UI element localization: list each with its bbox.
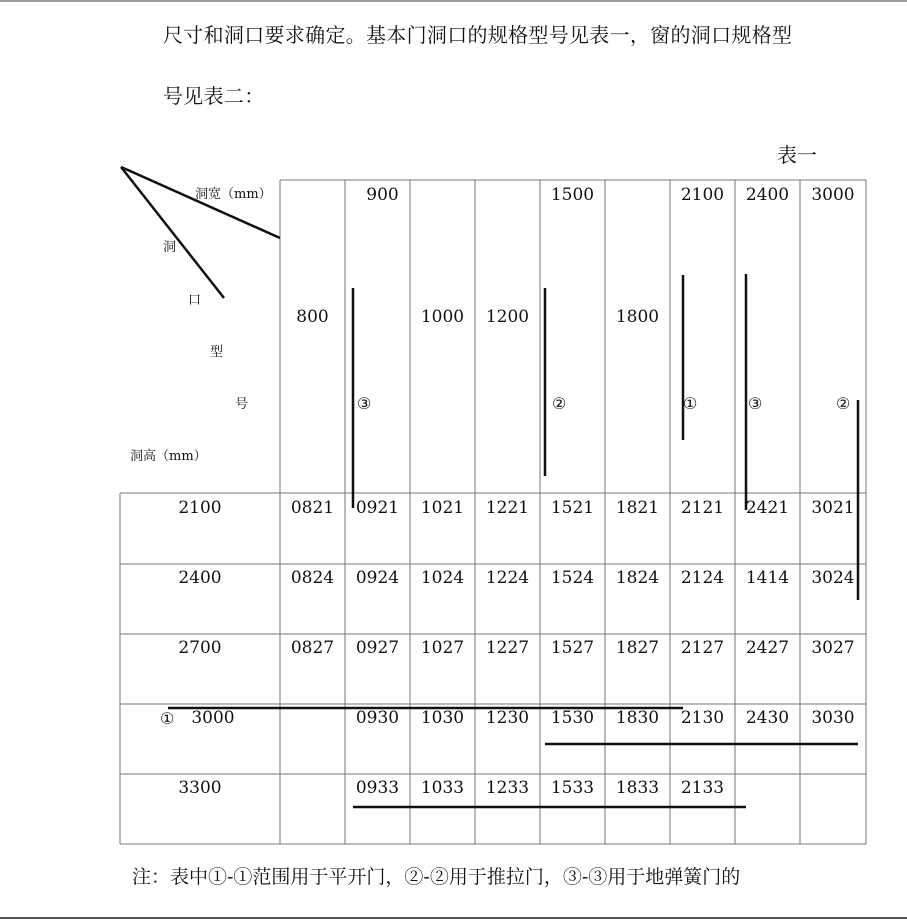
table-cell: 1030 <box>420 708 465 728</box>
row-height-label: 3000 <box>191 708 235 728</box>
table-cell: 1830 <box>615 708 660 728</box>
table-cell: 1527 <box>550 638 595 658</box>
table-cell: 0930 <box>355 708 400 728</box>
row-height-label: 2100 <box>178 498 222 518</box>
table-cell: 0827 <box>290 638 335 658</box>
table-cell: 2121 <box>680 498 725 518</box>
table-cell: 1827 <box>615 638 660 658</box>
col-header-900: 900 <box>366 185 399 205</box>
bottom-border <box>0 917 907 919</box>
table-cell: 2430 <box>745 708 790 728</box>
table-cell: 2133 <box>680 778 725 798</box>
header-char-3: 型 <box>210 345 224 360</box>
col-header-2100: 2100 <box>680 185 725 205</box>
table-note: 注：表中①-①范围用于平开门，②-②用于推拉门，③-③用于地弹簧门的 <box>132 866 741 888</box>
table-cell: 3027 <box>811 638 855 658</box>
paragraph-line-2: 号见表二： <box>163 84 265 108</box>
width-axis-label: 洞宽（mm） <box>195 187 272 202</box>
table-cell: 3024 <box>811 568 855 588</box>
table-cell: 1221 <box>485 498 530 518</box>
top-border <box>0 0 907 2</box>
table-cell: 1824 <box>615 568 660 588</box>
row-height-label: 2400 <box>178 568 222 588</box>
table-cell: 1027 <box>420 638 465 658</box>
header-char-2: 口 <box>188 293 202 308</box>
table-cell: 1021 <box>420 498 465 518</box>
table-cell: 1533 <box>550 778 595 798</box>
marker-col-3000: ② <box>836 394 851 413</box>
header-char-4: 号 <box>235 397 249 412</box>
col-header-1500: 1500 <box>550 185 595 205</box>
marker-col-2100: ① <box>683 394 698 413</box>
table-cell: 1833 <box>615 778 660 798</box>
col-header-800: 800 <box>296 307 329 327</box>
table-cell: 1524 <box>550 568 595 588</box>
table-cell: 0921 <box>355 498 400 518</box>
row-height-label: 3300 <box>178 778 222 798</box>
table-cell: 1224 <box>485 568 530 588</box>
table-caption: 表一 <box>777 143 817 167</box>
marker-row-3000: ① <box>160 709 175 728</box>
row-height-label: 2700 <box>178 638 222 658</box>
table-cell: 2124 <box>680 568 725 588</box>
table-cell: 2127 <box>680 638 725 658</box>
table-cell: 0933 <box>355 778 400 798</box>
table-cell: 1230 <box>485 708 530 728</box>
col-header-2400: 2400 <box>745 185 790 205</box>
height-axis-label: 洞高（mm） <box>130 449 207 464</box>
table-cell: 1227 <box>485 638 530 658</box>
table-cell: 1821 <box>615 498 660 518</box>
table-cell: 2421 <box>745 498 790 518</box>
table-cell: 0927 <box>355 638 400 658</box>
table-cell: 0824 <box>290 568 335 588</box>
marker-col-1500: ② <box>552 394 567 413</box>
table-cell: 1024 <box>420 568 465 588</box>
col-header-1000: 1000 <box>420 307 465 327</box>
marker-col-900: ③ <box>357 394 372 413</box>
table-cell: 3030 <box>811 708 855 728</box>
table-cell: 1521 <box>550 498 595 518</box>
table-cell: 0924 <box>355 568 400 588</box>
table-cell: 2427 <box>745 638 790 658</box>
table-cell: 1414 <box>745 568 790 588</box>
table-cell: 1530 <box>550 708 595 728</box>
header-char-1: 洞 <box>163 240 177 255</box>
col-header-3000: 3000 <box>811 185 855 205</box>
table-cell: 1233 <box>485 778 530 798</box>
col-header-1200: 1200 <box>485 307 530 327</box>
table-cell: 1033 <box>420 778 465 798</box>
marker-col-2400: ③ <box>748 394 763 413</box>
table-cell: 0821 <box>290 498 335 518</box>
table-cell: 3021 <box>811 498 855 518</box>
paragraph-line-1: 尺寸和洞口要求确定。基本门洞口的规格型号见表一，窗的洞口规格型 <box>163 23 793 47</box>
table-cell: 2130 <box>680 708 725 728</box>
col-header-1800: 1800 <box>615 307 660 327</box>
